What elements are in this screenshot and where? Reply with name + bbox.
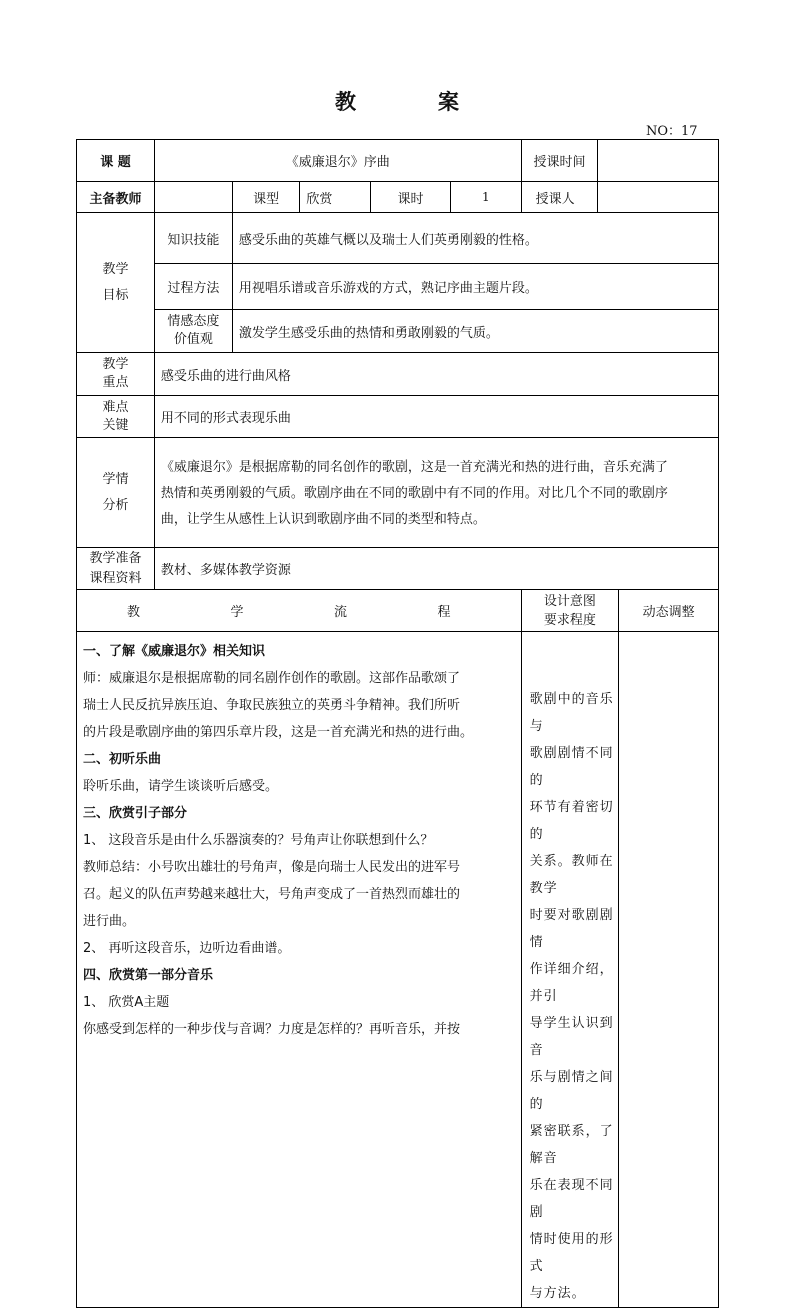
time-value[interactable] [598,140,719,182]
key-points-label-line2: 重点 [102,375,129,390]
design-intent-line: 乐在表现不同剧 [529,1178,614,1220]
preparation-label [77,548,155,590]
time-label: 授课时间 [521,140,598,182]
design-intent-line: 歌剧剧情不同的 [529,746,614,788]
flow-line: 你感受到怎样的一种步伐与音调？力度是怎样的？再听音乐，并按 [83,1022,461,1037]
flow-line: 教师总结：小号吹出雄壮的号角声，像是向瑞士人民发出的进军号 [83,860,461,875]
design-header-line1: 设计意图 [543,593,596,609]
goals-label-line1: 教学 [102,261,129,277]
flow-section-heading: 三、欣赏引子部分 [83,806,188,821]
flow-content [77,632,522,1308]
dynamic-adjust-header: 动态调整 [619,590,719,632]
flow-line: 1、 这段音乐是由什么乐器演奏的？号角声让你联想到什么？ [83,833,434,848]
lecturer-label: 授课人 [521,182,598,213]
course-title: 《威廉退尔》序曲 [154,140,521,182]
key-points-label-line1: 教学 [102,357,129,372]
goal-knowledge-label: 知识技能 [154,213,232,264]
flow-header-char: 流 [334,605,348,620]
goal-emotion-text: 激发学生感受乐曲的热情和勇敢刚毅的气质。 [232,310,718,353]
flow-header-char: 程 [437,605,451,620]
design-intent-line: 紧密联系，了解音 [529,1124,614,1166]
design-intent-line: 情时使用的形式 [529,1232,614,1274]
preparation-text: 教材、多媒体教学资源 [154,548,718,590]
design-intent-line: 时要对歌剧剧情 [529,908,614,950]
flow-line: 2、 再听这段音乐，边听边看曲谱。 [83,941,291,956]
design-intent-line: 与方法。 [529,1286,586,1301]
flow-line: 召。起义的队伍声势越来越壮大，号角声变成了一首热烈而雄壮的 [83,887,461,902]
flow-line: 1、 欣赏A主题 [83,995,170,1010]
analysis-text [154,438,718,548]
course-label: 课 题 [77,140,155,182]
flow-header-char: 教 [127,605,141,620]
flow-section-heading: 四、欣赏第一部分音乐 [83,968,214,983]
design-intent-line: 关系。教师在教学 [529,854,614,896]
document-number: NO：17 [646,124,698,139]
flow-line: 聆听乐曲，请学生谈谈听后感受。 [83,779,279,794]
title-char-2: 案 [438,90,459,114]
goals-label [77,213,155,353]
analysis-label-line2: 分析 [102,497,129,513]
goals-label-line2: 目标 [102,287,129,303]
flow-line: 进行曲。 [83,914,136,929]
goal-knowledge-text: 感受乐曲的英雄气概以及瑞士人们英勇刚毅的性格。 [232,213,718,264]
goal-emotion-label-line2: 价值观 [173,332,213,347]
analysis-label [77,438,155,548]
preparation-label-line2: 课程资料 [89,570,142,586]
difficulty-label [77,396,155,438]
goal-emotion-label-line1: 情感态度 [167,314,220,329]
flow-section-heading: 一、了解《威廉退尔》相关知识 [83,644,266,659]
type-value: 欣赏 [300,182,371,213]
key-points-text: 感受乐曲的进行曲风格 [154,353,718,396]
hours-label: 课时 [370,182,450,213]
flow-header [77,590,522,632]
design-intent-line: 环节有着密切的 [529,800,614,842]
analysis-line: 热情和英勇刚毅的气质。歌剧序曲在不同的歌剧中有不同的作用。对比几个不同的歌剧序 [160,485,668,501]
key-points-label [77,353,155,396]
flow-header-char: 学 [230,605,244,620]
design-intent-line: 歌剧中的音乐与 [529,692,614,734]
design-intent-line: 导学生认识到音 [529,1016,614,1058]
type-label: 课型 [232,182,300,213]
difficulty-label-line2: 关键 [102,417,129,433]
flow-line: 瑞士人民反抗异族压迫、争取民族独立的英勇斗争精神。我们所听 [83,698,461,713]
lecturer-value[interactable] [598,182,719,213]
difficulty-label-line1: 难点 [102,399,129,415]
design-intent-content [521,632,619,1308]
hours-value: 1 [450,182,521,213]
goal-process-label: 过程方法 [154,264,232,310]
design-intent-line: 作详细介绍，并引 [529,962,614,1004]
goal-process-text: 用视唱乐谱或音乐游戏的方式，熟记序曲主题片段。 [232,264,718,310]
design-intent-line: 乐与剧情之间的 [529,1070,614,1112]
difficulty-text: 用不同的形式表现乐曲 [154,396,718,438]
analysis-line: 曲，让学生从感性上认识到歌剧序曲不同的类型和特点。 [160,511,486,527]
flow-section-heading: 二、初听乐曲 [83,752,162,767]
title-char-1: 教 [335,90,356,114]
goal-emotion-label [154,310,232,353]
flow-line: 师：威廉退尔是根据席勒的同名剧作创作的歌剧。这部作品歌颂了 [83,671,461,686]
preparation-label-line1: 教学准备 [89,550,142,566]
design-intent-header [521,590,619,632]
analysis-label-line1: 学情 [102,471,129,487]
teacher-label: 主备教师 [77,182,155,213]
teacher-value[interactable] [154,182,232,213]
dynamic-adjust-content [619,632,719,1308]
analysis-line: 《威廉退尔》是根据席勒的同名创作的歌剧，这是一首充满光和热的进行曲，音乐充满了 [160,459,668,475]
flow-line: 的片段是歌剧序曲的第四乐章片段，这是一首充满光和热的进行曲。 [83,725,474,740]
document-title [0,86,794,116]
lesson-plan-table [76,139,719,1308]
design-header-line2: 要求程度 [543,612,596,628]
